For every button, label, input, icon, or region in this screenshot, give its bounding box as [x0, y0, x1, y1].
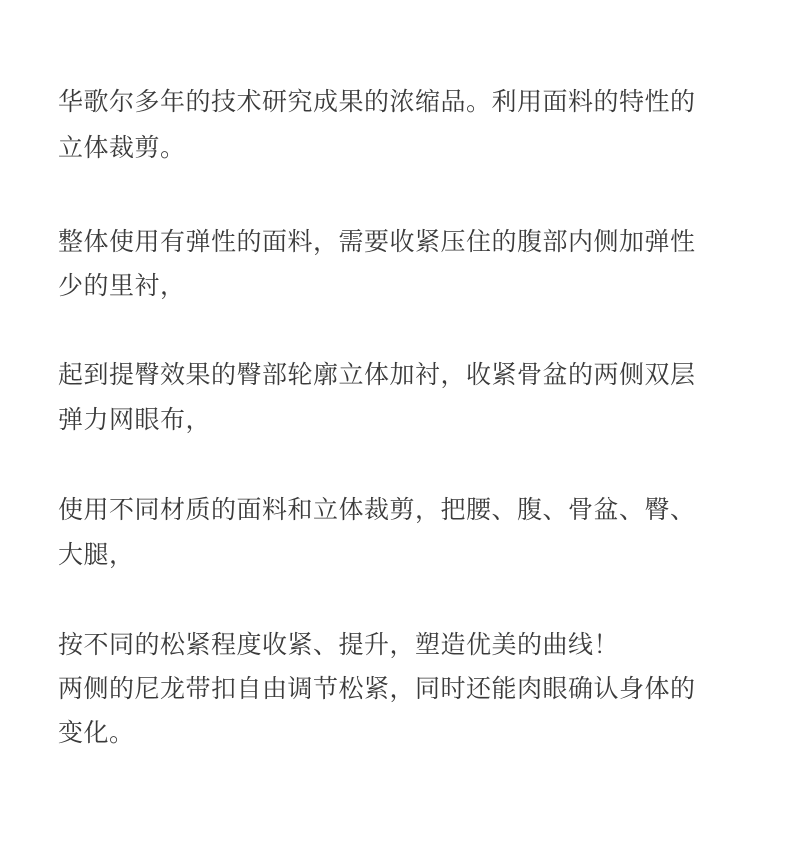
paragraph-1-line-2: 立体裁剪。	[58, 133, 186, 162]
paragraph-3-line-1: 起到提臀效果的臀部轮廓立体加衬，收紧骨盆的两侧双层	[58, 360, 696, 389]
paragraph-2-line-1: 整体使用有弹性的面料，需要收紧压住的腹部内侧加弹性	[58, 227, 696, 256]
paragraph-4-line-1: 使用不同材质的面料和立体裁剪，把腰、腹、骨盆、臀、	[58, 495, 696, 524]
paragraph-5-line-1: 按不同的松紧程度收紧、提升，塑造优美的曲线！	[58, 630, 620, 659]
paragraph-5-line-3: 变化。	[58, 718, 135, 747]
paragraph-3-line-2: 弹力网眼布，	[58, 405, 212, 434]
paragraph-5-line-2: 两侧的尼龙带扣自由调节松紧，同时还能肉眼确认身体的	[58, 674, 696, 703]
paragraph-2-line-2: 少的里衬，	[58, 271, 186, 300]
paragraph-4-line-2: 大腿，	[58, 540, 135, 569]
paragraph-1-line-1: 华歌尔多年的技术研究成果的浓缩品。利用面料的特性的	[58, 87, 696, 116]
